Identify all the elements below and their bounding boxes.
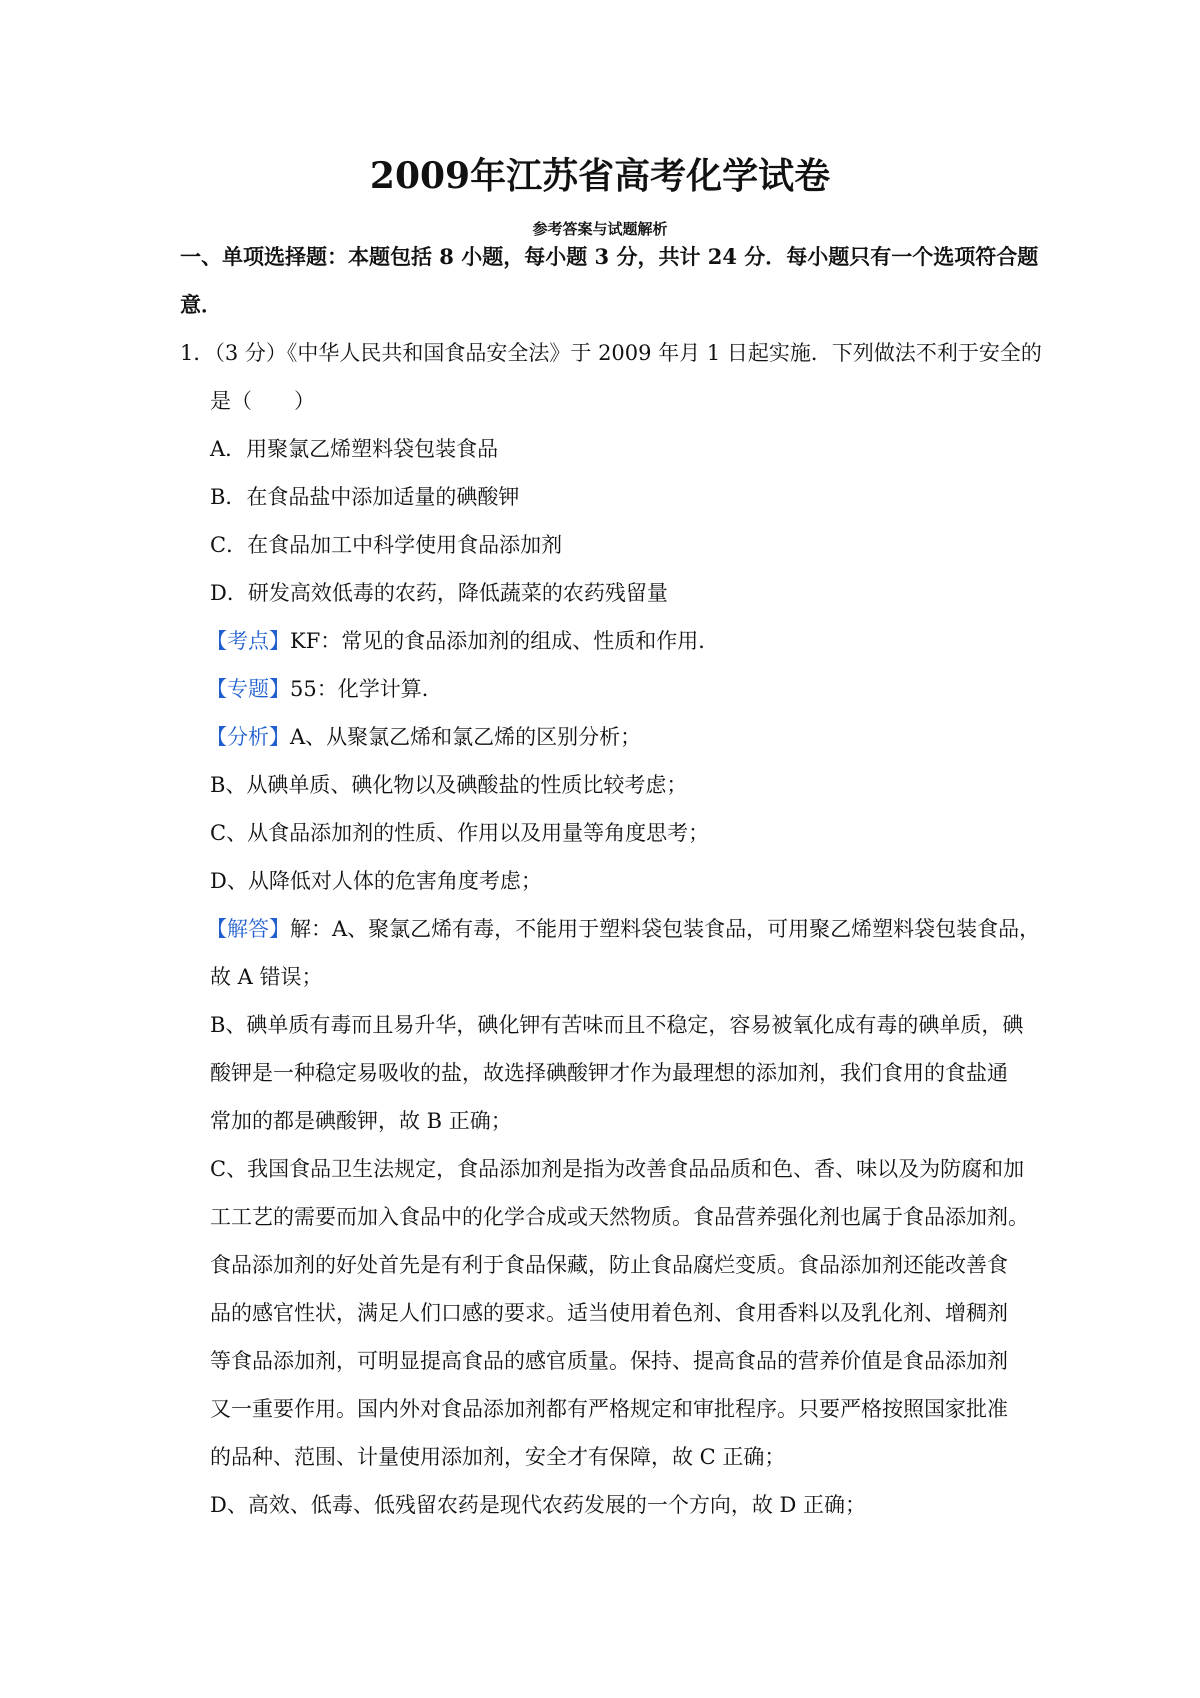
jieda-line-2: B、碘单质有毒而且易升华，碘化钾有苦味而且不稳定，容易被氧化成有毒的碘单质，碘 (210, 1013, 1024, 1037)
kaodian-text: KF：常见的食品添加剂的组成、性质和作用． (290, 629, 720, 653)
fenxi-line-c: C、从食品添加剂的性质、作用以及用量等角度思考； (210, 821, 710, 845)
option-b: B．在食品盐中添加适量的碘酸钾 (210, 485, 520, 509)
zhuanti-line (206, 674, 443, 704)
jieda-line-9: 等食品添加剂，可明显提高食品的感官质量。保持、提高食品的营养价值是食品添加剂 (210, 1349, 1008, 1373)
jieda-tag: 【解答】 (206, 917, 290, 941)
jieda-line-6: 工工艺的需要而加入食品中的化学合成或天然物质。食品营养强化剂也属于食品添加剂。 (210, 1205, 1029, 1229)
jieda-line-11: 的品种、范围、计量使用添加剂，安全才有保障，故 C 正确； (210, 1445, 786, 1469)
fenxi-line (206, 722, 641, 752)
fenxi-text: A、从聚氯乙烯和氯乙烯的区别分析； (290, 725, 642, 749)
jieda-line-7: 食品添加剂的好处首先是有利于食品保藏，防止食品腐烂变质。食品添加剂还能改善食 (210, 1253, 1008, 1277)
fenxi-line-b: B、从碘单质、碘化物以及碘酸盐的性质比较考虑； (210, 773, 688, 797)
kaodian-line (206, 626, 719, 656)
jieda-line-4: 常加的都是碘酸钾，故 B 正确； (210, 1109, 512, 1133)
fenxi-line-d: D、从降低对人体的危害角度考虑； (210, 869, 542, 893)
fenxi-tag: 【分析】 (206, 725, 290, 749)
question-stem-line-1: 1．（3 分）《中华人民共和国食品安全法》于 2009 年月 1 日起实施．下列做法不利于安全的 (180, 341, 1042, 365)
kaodian-tag: 【考点】 (206, 629, 290, 653)
jieda-line-12: D、高效、低毒、低残留农药是现代农药发展的一个方向，故 D 正确； (210, 1493, 867, 1517)
zhuanti-tag: 【专题】 (206, 677, 290, 701)
section-heading-line-2: 意． (180, 292, 222, 317)
jieda-line-3: 酸钾是一种稳定易吸收的盐，故选择碘酸钾才作为最理想的添加剂，我们食用的食盐通 (210, 1061, 1008, 1085)
jieda-line-8: 品的感官性状，满足人们口感的要求。适当使用着色剂、食用香料以及乳化剂、增稠剂 (210, 1301, 1008, 1325)
question-stem-line-2: 是（ ） (210, 389, 315, 413)
zhuanti-text: 55：化学计算． (290, 677, 443, 701)
page-subtitle: 参考答案与试题解析 (532, 220, 668, 238)
option-c: C．在食品加工中科学使用食品添加剂 (210, 533, 563, 557)
jieda-line-5: C、我国食品卫生法规定，食品添加剂是指为改善食品品质和色、香、味以及为防腐和加 (210, 1157, 1025, 1181)
page-title: 2009年江苏省高考化学试卷 (369, 155, 831, 197)
jieda-line (206, 914, 1040, 944)
section-heading-line-1: 一、单项选择题：本题包括 8 小题，每小题 3 分，共计 24 分．每小题只有一个选项符合题 (180, 244, 1039, 269)
option-d: D．研发高效低毒的农药，降低蔬菜的农药残留量 (210, 581, 668, 605)
jieda-text: 解：A、聚氯乙烯有毒，不能用于塑料袋包装食品，可用聚乙烯塑料袋包装食品， (290, 917, 1041, 941)
option-a: A．用聚氯乙烯塑料袋包装食品 (210, 437, 499, 461)
jieda-line-10: 又一重要作用。国内外对食品添加剂都有严格规定和审批程序。只要严格按照国家批准 (210, 1397, 1008, 1421)
jieda-line-1: 故 A 错误； (210, 965, 323, 989)
